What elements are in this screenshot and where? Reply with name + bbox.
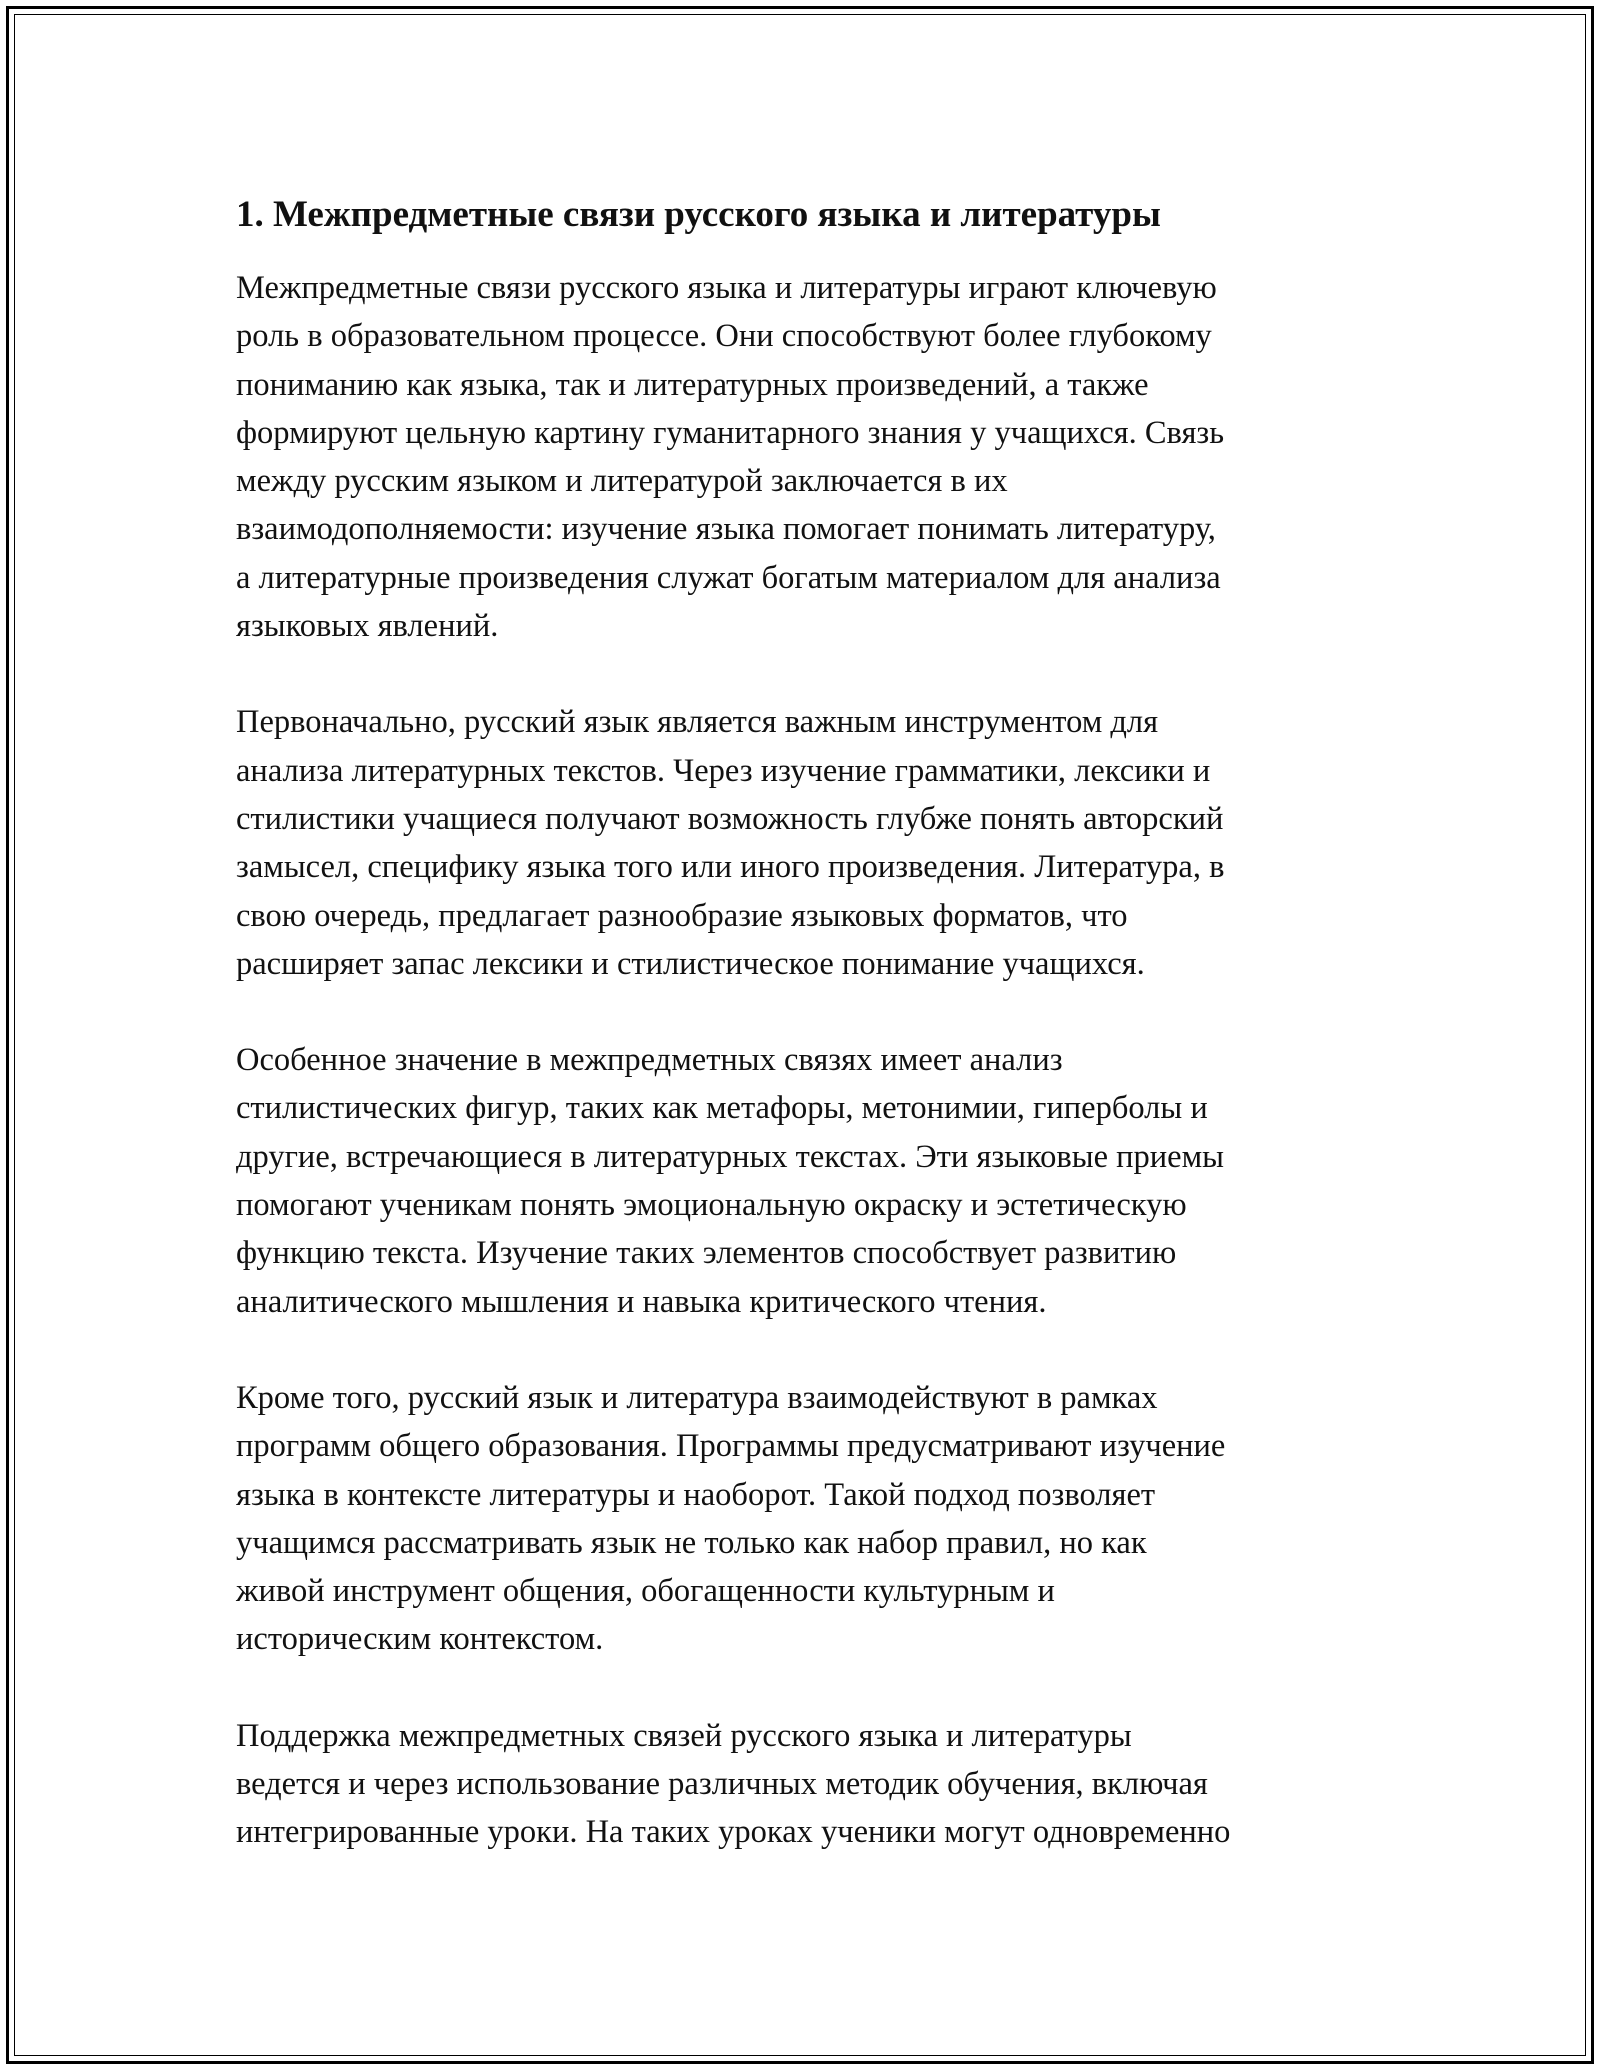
- text-line: взаимодополняемости: изучение языка помогает понимать литературу,: [236, 511, 1216, 548]
- text-line: замысел, специфику языка того или иного произведения. Литература, в: [236, 849, 1225, 886]
- paragraph-1: [236, 264, 1366, 650]
- text-line: функцию текста. Изучение таких элементов способствует развитию: [236, 1235, 1177, 1272]
- text-line: пониманию как языка, так и литературных произведений, а также: [236, 366, 1149, 403]
- text-line: стилистических фигур, таких как метафоры, метонимии, гиперболы и: [236, 1090, 1208, 1127]
- text-line: Межпредметные связи русского языка и литературы играют ключевую: [236, 270, 1217, 306]
- document-body: [236, 186, 1366, 1905]
- text-line: стилистики учащиеся получают возможность глубже понять авторский: [236, 800, 1224, 837]
- text-line: Первоначально, русский язык является важным инструментом для: [236, 704, 1159, 741]
- text-line: Особенное значение в межпредметных связях имеет анализ: [236, 1042, 1063, 1079]
- text-line: программ общего образования. Программы предусматривают изучение: [236, 1428, 1226, 1465]
- text-line: языка в контексте литературы и наоборот. Такой подход позволяет: [236, 1476, 1156, 1513]
- text-line: анализа литературных текстов. Через изучение грамматики, лексики и: [236, 752, 1211, 789]
- text-line: а литературные произведения служат богатым материалом для анализа: [236, 559, 1221, 596]
- text-line: другие, встречающиеся в литературных текстах. Эти языковые приемы: [236, 1138, 1225, 1175]
- text-line: ведется и через использование различных методик обучения, включая: [236, 1766, 1208, 1803]
- text-line: Кроме того, русский язык и литература взаимодействуют в рамках: [236, 1379, 1158, 1416]
- text-line: формируют цельную картину гуманитарного знания у учащихся. Связь: [236, 414, 1225, 451]
- text-line: учащимся рассматривать язык не только как набор правил, но как: [236, 1524, 1147, 1561]
- text-line: помогают ученикам понять эмоциональную окраску и эстетическую: [236, 1187, 1187, 1224]
- text-line: языковых явлений.: [236, 608, 499, 645]
- text-line: Поддержка межпредметных связей русского языка и литературы: [236, 1717, 1132, 1754]
- document-title: 1. Межпредметные связи русского языка и литературы: [236, 194, 1161, 235]
- text-line: аналитического мышления и навыка критического чтения.: [236, 1283, 1047, 1320]
- text-line: свою очередь, предлагает разнообразие языковых форматов, что: [236, 897, 1128, 934]
- paragraph-5: [236, 1712, 1366, 1857]
- text-line: расширяет запас лексики и стилистическое понимание учащихся.: [236, 945, 1145, 982]
- paragraph-2: [236, 698, 1366, 988]
- text-line: интегрированные уроки. На таких уроках ученики могут одновременно: [236, 1814, 1231, 1851]
- paragraph-4: [236, 1374, 1366, 1664]
- paragraph-3: [236, 1036, 1366, 1326]
- text-line: между русским языком и литературой заключается в их: [236, 463, 1008, 500]
- text-line: роль в образовательном процессе. Они способствуют более глубокому: [236, 318, 1212, 355]
- text-line: историческим контекстом.: [236, 1621, 604, 1658]
- text-line: живой инструмент общения, обогащенности культурным и: [236, 1573, 1055, 1610]
